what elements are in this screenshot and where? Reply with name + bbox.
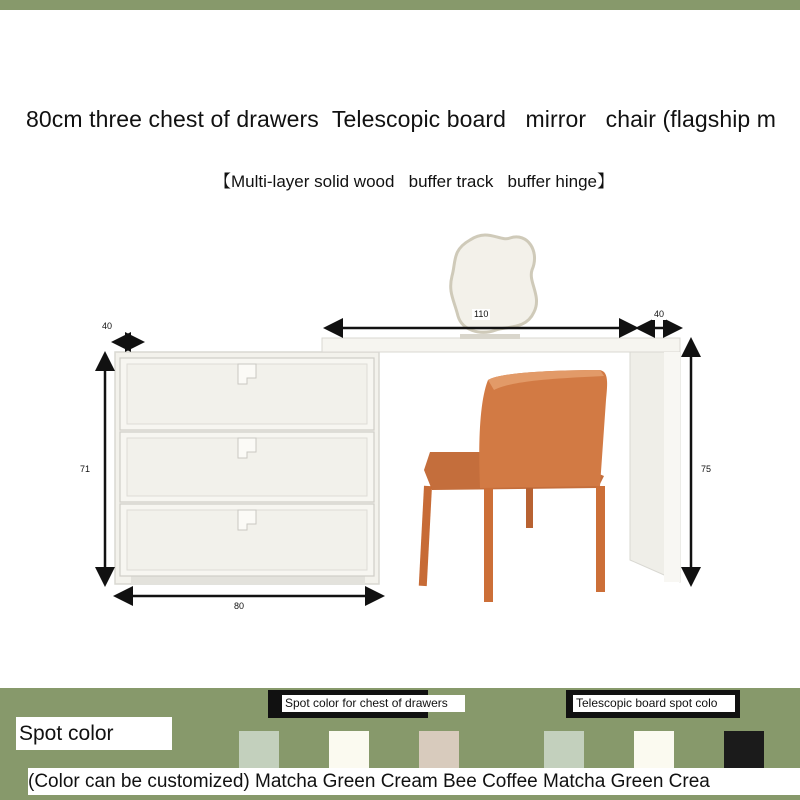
drawer-front bbox=[120, 504, 374, 576]
product-subtitle: 【Multi-layer solid wood buffer track buffer hinge】 bbox=[214, 172, 614, 191]
swatch-black[interactable] bbox=[724, 731, 764, 768]
chest-depth-label: 40 bbox=[102, 321, 113, 331]
board-length-label: 110 bbox=[474, 309, 489, 319]
color-names-caption: (Color can be customized) Matcha Green Cream Bee Coffee Matcha Green Crea bbox=[28, 768, 800, 795]
drawer-front bbox=[120, 358, 374, 430]
swatch-cream[interactable] bbox=[329, 731, 369, 768]
swatch-bee-coffee[interactable] bbox=[419, 731, 459, 768]
chest-color-tag: Spot color for chest of drawers bbox=[268, 690, 428, 718]
desk-height-label: 75 bbox=[701, 464, 712, 474]
chest-of-drawers bbox=[115, 352, 379, 584]
swatch-cream[interactable] bbox=[634, 731, 674, 768]
mirror bbox=[451, 235, 537, 339]
product-title: 80cm three chest of drawers Telescopic board mirror chair (flagship m bbox=[26, 106, 777, 132]
swatch-matcha-green[interactable] bbox=[544, 731, 584, 768]
swatch-matcha-green[interactable] bbox=[239, 731, 279, 768]
board-color-tag: Telescopic board spot colo bbox=[566, 690, 740, 718]
spot-color-label: Spot color bbox=[16, 717, 172, 750]
chest-height-label: 71 bbox=[80, 464, 91, 474]
drawer-front bbox=[120, 432, 374, 502]
chest-width-label: 80 bbox=[234, 601, 245, 611]
chair bbox=[419, 370, 607, 602]
board-depth-label: 40 bbox=[654, 309, 665, 319]
